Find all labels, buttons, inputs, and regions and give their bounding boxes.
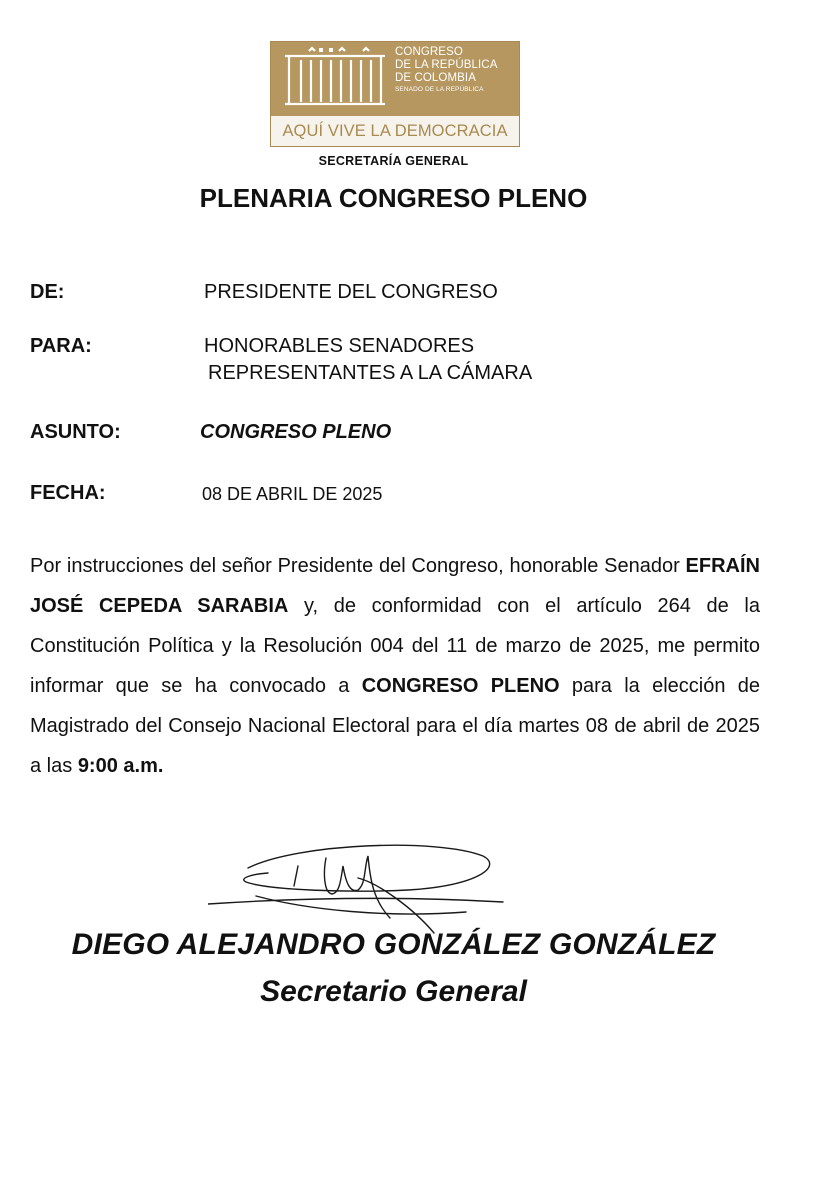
body-text-1: Por instrucciones del señor Presidente del Congreso, honorable Senador bbox=[30, 555, 686, 577]
asunto-label: ASUNTO: bbox=[30, 421, 121, 443]
logo-text bbox=[395, 46, 515, 94]
congreso-pleno-emphasis: CONGRESO PLENO bbox=[361, 675, 560, 697]
logo-line-congreso: CONGRESO bbox=[395, 46, 463, 58]
para-label: PARA: bbox=[30, 335, 92, 357]
body-text-2: y, de conformidad con el artículo 264 de la Constitución Política y la Resolución 004 del 11 de marzo de 2025, me permito informar que se ha convocado a bbox=[30, 595, 761, 697]
de-label: DE: bbox=[30, 281, 65, 303]
para-value-1: HONORABLES SENADORES bbox=[204, 335, 475, 357]
logo-motto: AQUÍ VIVE LA DEMOCRACIA bbox=[282, 121, 508, 140]
document-title: PLENARIA CONGRESO PLENO bbox=[199, 183, 588, 213]
asunto-value: CONGRESO PLENO bbox=[200, 421, 392, 443]
body-paragraph bbox=[30, 546, 760, 786]
logo-top-panel bbox=[271, 42, 519, 114]
body-text-3: para la elección de Magistrado del Consejo Nacional Electoral para el día martes 08 de abril de 2025 a las bbox=[30, 675, 760, 777]
de-value: PRESIDENTE DEL CONGRESO bbox=[204, 281, 498, 303]
signer-name: DIEGO ALEJANDRO GONZÁLEZ GONZÁLEZ bbox=[71, 928, 716, 961]
logo-line-colombia: DE COLOMBIA bbox=[395, 72, 476, 84]
office-name: SECRETARÍA GENERAL bbox=[318, 154, 469, 168]
logo-motto-band bbox=[271, 116, 519, 146]
fecha-value: 08 DE ABRIL DE 2025 bbox=[202, 484, 383, 504]
capitol-building-icon bbox=[281, 46, 389, 110]
senator-name: EFRAÍN JOSÉ CEPEDA SARABIA bbox=[30, 555, 760, 617]
logo-line-senado: SENADO DE LA REPÚBLICA bbox=[395, 86, 484, 93]
para-value-2: REPRESENTANTES A LA CÁMARA bbox=[208, 362, 533, 384]
logo-line-republica: DE LA REPÚBLICA bbox=[395, 59, 498, 71]
signer-role: Secretario General bbox=[260, 975, 527, 1008]
meeting-time: 9:00 a.m. bbox=[77, 755, 164, 777]
congress-logo bbox=[270, 41, 520, 147]
fecha-label: FECHA: bbox=[30, 482, 106, 504]
